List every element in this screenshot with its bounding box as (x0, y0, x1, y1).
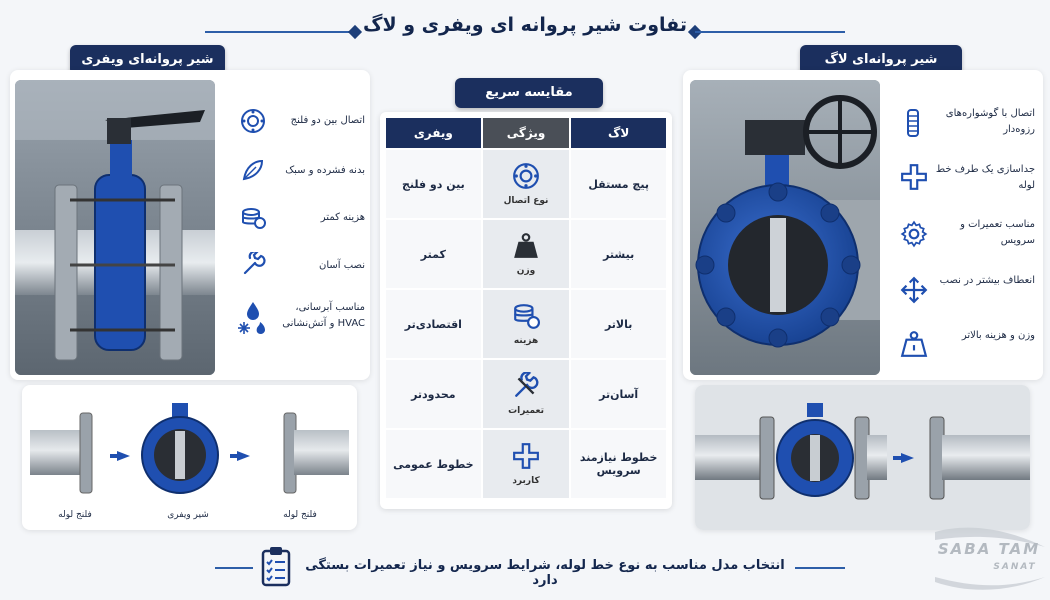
diagram-left-caption: فلنج لوله (58, 510, 92, 520)
pipe-cross-icon (900, 163, 928, 195)
footer-line-right (795, 567, 845, 569)
cell-feature (483, 220, 570, 288)
table-row (386, 290, 666, 358)
lug-feature-label-4: وزن و هزینه بالاتر (961, 330, 1035, 341)
watermark-line1: SABA TAM (937, 540, 1041, 558)
tools-icon (483, 372, 570, 403)
wafer-valve-photo (15, 80, 215, 375)
comparison-badge: مقایسه سریع (455, 78, 603, 108)
cell-lug: بالاتر (571, 290, 666, 358)
move-arrows-icon (900, 276, 928, 308)
header-wafer: ویفری (386, 118, 481, 148)
coins-icon (483, 302, 570, 333)
wafer-feature-icon-4 (236, 300, 270, 340)
table-row (386, 150, 666, 218)
header-lug: لاگ (571, 118, 666, 148)
clipboard-checklist-icon (260, 545, 292, 591)
wafer-feature-label-2: هزینه کمتر (320, 212, 365, 223)
wafer-feature-label-0: اتصال بین دو فلنج (290, 115, 365, 126)
cell-wafer: اقتصادی‌تر (386, 290, 481, 358)
wafer-feature-label-3: نصب آسان (318, 260, 365, 271)
threaded-bolt-icon (900, 108, 926, 142)
lug-feature-label-3: انعطاف بیشتر در نصب (939, 275, 1035, 286)
lug-feature-label-2: مناسب تعمیرات و سرویس (960, 219, 1035, 246)
feature-label: نوع اتصال (503, 196, 549, 206)
gear-icon (900, 220, 928, 252)
feature-label: هزینه (513, 336, 539, 346)
footer-line-left (215, 567, 253, 569)
lug-diagram-panel (695, 385, 1030, 530)
lug-valve-photo (690, 80, 880, 375)
lug-feature-label-0: اتصال با گوشواره‌های رزوه‌دار (945, 108, 1035, 135)
pipe-cross-icon (483, 442, 570, 473)
flange-ring-icon (483, 162, 570, 193)
cell-lug: خطوط نیازمند سرویس (571, 430, 666, 498)
cell-lug: آسان‌تر (571, 360, 666, 428)
comparison-table-panel (380, 112, 672, 509)
cell-wafer: بین دو فلنج (386, 150, 481, 218)
wafer-feature-icon-3 (240, 252, 266, 282)
footer-text: انتخاب مدل مناسب به نوع خط لوله، شرایط سرویس و نیاز تعمیرات بستگی دارد (305, 558, 785, 588)
table-row (386, 360, 666, 428)
wafer-feature-label-4: مناسب آبرسانی، HVAC و آتش‌نشانی (282, 302, 365, 329)
wafer-feature-label-1: بدنه فشرده و سبک (285, 165, 365, 176)
cell-feature (483, 430, 570, 498)
lug-badge: شیر پروانه‌ای لاگ (800, 45, 962, 75)
saba-tam-watermark-logo (930, 522, 1048, 597)
diagram-right-caption: فلنج لوله (283, 510, 317, 520)
cell-feature (483, 150, 570, 218)
wafer-feature-icon-0 (240, 108, 266, 138)
comparison-table (384, 116, 668, 500)
table-row (386, 430, 666, 498)
wafer-feature-icon-1 (240, 157, 266, 187)
watermark-line2: SANAT (993, 562, 1037, 572)
feature-label: وزن (516, 266, 536, 276)
cell-feature (483, 290, 570, 358)
weight-icon (900, 330, 928, 362)
cell-wafer: کمتر (386, 220, 481, 288)
wafer-badge: شیر پروانه‌ای ویفری (70, 45, 225, 75)
feature-label: تعمیرات (508, 406, 544, 416)
table-row (386, 220, 666, 288)
cell-feature (483, 360, 570, 428)
page-title: تفاوت شیر پروانه ای ویفری و لاگ (363, 14, 687, 36)
cell-wafer: خطوط عمومی (386, 430, 481, 498)
wafer-feature-icon-2 (240, 204, 266, 234)
diagram-center-caption: شیر ویفری (167, 510, 209, 520)
cell-lug: پیچ مستقل (571, 150, 666, 218)
title-line-right (695, 31, 845, 33)
cell-wafer: محدودتر (386, 360, 481, 428)
header-feature: ویژگی (483, 118, 570, 148)
weight-icon (483, 232, 570, 263)
lug-feature-label-1: جداسازی یک طرف خط لوله (935, 164, 1035, 191)
cell-lug: بیشتر (571, 220, 666, 288)
wafer-diagram-panel (22, 385, 357, 530)
feature-label: کاربرد (512, 476, 540, 486)
